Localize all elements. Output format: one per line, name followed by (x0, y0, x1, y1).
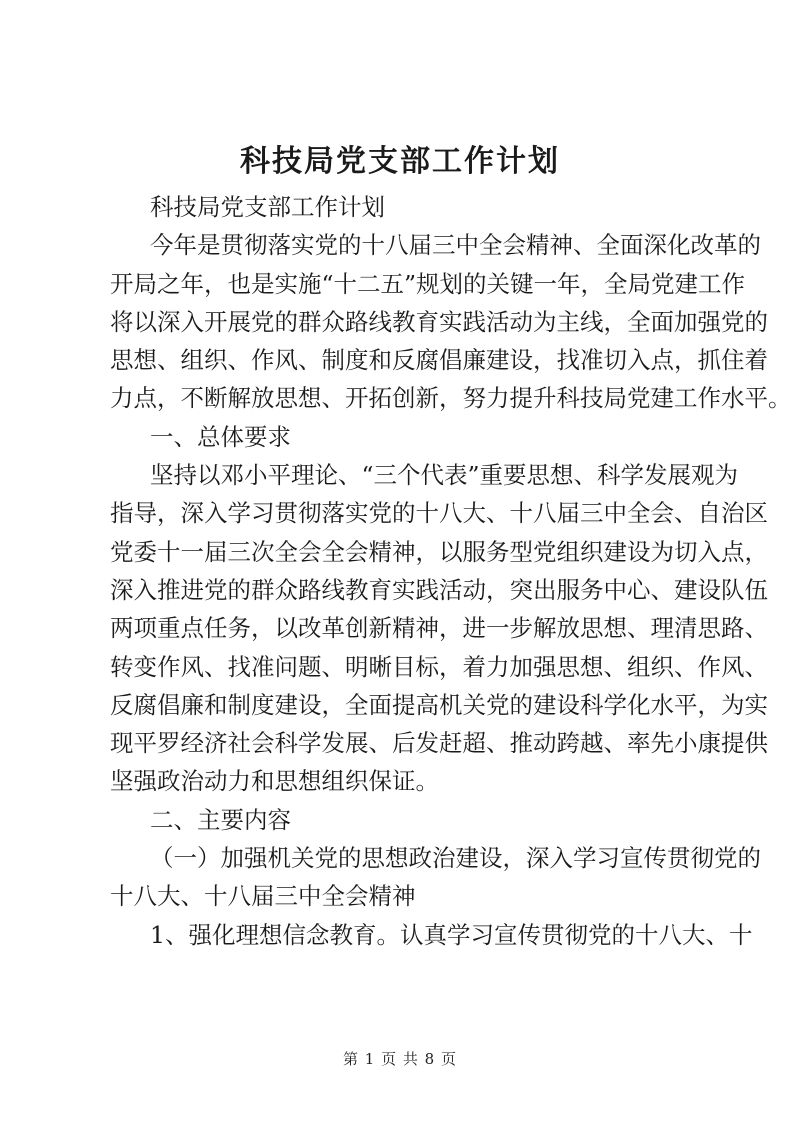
document-body (110, 188, 792, 954)
body-line: 思想、组织、作风、制度和反腐倡廉建设，找准切入点，抓住着 (110, 346, 768, 375)
body-line: 坚强政治动力和思想组织保证。 (110, 767, 439, 796)
body-line: 党委十一届三次全会全会精神，以服务型党组织建设为切入点， (110, 537, 768, 566)
body-line: 一、总体要求 (150, 422, 291, 451)
body-line: 科技局党支部工作计划 (150, 193, 385, 221)
body-line: 反腐倡廉和制度建设，全面提高机关党的建设科学化水平，为实 (110, 690, 768, 719)
body-line: 坚持以邓小平理论、“三个代表”重要思想、科学发展观为 (150, 461, 739, 490)
body-line: 指导，深入学习贯彻落实党的十八大、十八届三中全会、自治区 (110, 499, 768, 528)
body-line: 二、主要内容 (150, 805, 291, 834)
body-line: 1、强化理想信念教育。认真学习宣传贯彻党的十八大、十 (150, 920, 753, 949)
body-line: 十八大、十八届三中全会精神 (110, 882, 416, 911)
body-line: 力点，不断解放思想、开拓创新，努力提升科技局党建工作水平。 (110, 384, 792, 413)
body-line: 深入推进党的群众路线教育实践活动，突出服务中心、建设队伍 (110, 575, 768, 604)
page-footer: 第 1 页 共 8 页 (343, 1050, 457, 1068)
document-title: 科技局党支部工作计划 (240, 144, 560, 179)
body-line: 转变作风、找准问题、明晰目标，着力加强思想、组织、作风、 (110, 652, 768, 681)
body-line: 现平罗经济社会科学发展、后发赶超、推动跨越、率先小康提供 (110, 729, 768, 758)
body-line: 今年是贯彻落实党的十八届三中全会精神、全面深化改革的 (150, 231, 761, 260)
body-line: （一）加强机关党的思想政治建设，深入学习宣传贯彻党的 (150, 844, 761, 873)
body-line: 开局之年，也是实施“十二五”规划的关键一年，全局党建工作 (110, 269, 746, 298)
body-line: 将以深入开展党的群众路线教育实践活动为主线，全面加强党的 (110, 307, 768, 336)
body-line: 两项重点任务，以改革创新精神，进一步解放思想、理清思路、 (110, 614, 768, 643)
